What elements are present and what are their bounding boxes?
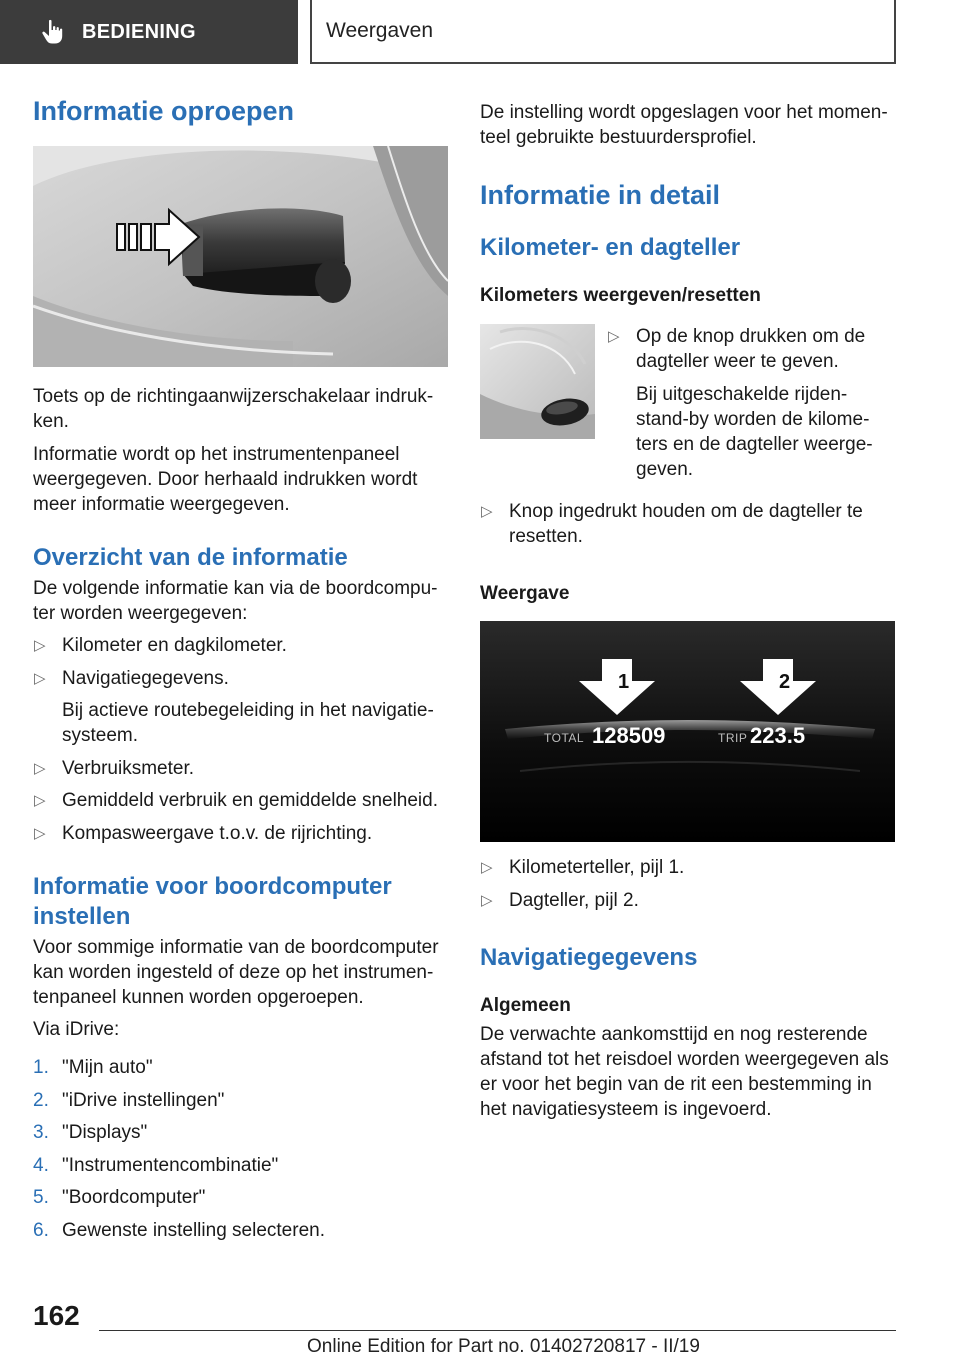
paragraph-informatie-wordt: Informatie wordt op het instrumentenpaneel weergegeven. Door herhaald indrukken wordt meer informatie weergegeven.	[33, 443, 418, 515]
heading-kilometers-weergeven: Kilometers weergeven/resetten	[480, 285, 761, 306]
paragraph-via-idrive: Via iDrive:	[33, 1019, 120, 1040]
heading-algemeen: Algemeen	[480, 994, 571, 1016]
instrument-display-image	[480, 621, 895, 842]
list-item-sub: Bij uitgeschakelde rijden-stand-by worden de kilome-ters en de dagteller weerge-geven.	[636, 383, 873, 480]
footer-divider	[99, 1330, 896, 1331]
heading-instellen: Informatie voor boordcomputer instellen	[33, 872, 392, 930]
triangle-bullet-icon: ▷	[34, 637, 46, 654]
list-item: ▷ Navigatiegegevens. Bij actieve routebegeleiding in het navigatie-systeem.	[33, 666, 448, 749]
triangle-bullet-icon: ▷	[481, 859, 493, 876]
heading-navigatiegegevens: Navigatiegegevens	[480, 943, 698, 971]
list-item: ▷ Knop ingedrukt houden om de dagteller te resetten.	[481, 501, 863, 547]
step-item: 2. "iDrive instellingen"	[33, 1089, 225, 1111]
heading-informatie-oproepen: Informatie oproepen	[33, 96, 295, 126]
paragraph-toets: Toets op de richtingaanwijzerschakelaar indruk-ken.	[33, 386, 434, 432]
info-list	[33, 633, 448, 846]
step-item: 5. "Boordcomputer"	[33, 1187, 206, 1208]
trip-button-image	[480, 324, 595, 439]
triangle-bullet-icon: ▷	[34, 669, 46, 687]
step-item: 4. "Instrumentencombinatie"	[33, 1154, 279, 1176]
heading-overzicht: Overzicht van de informatie	[33, 543, 348, 571]
edition-text: Online Edition for Part no. 01402720817 - II/19	[307, 1336, 700, 1357]
total-label: TOTAL	[544, 731, 585, 745]
right-column	[480, 96, 896, 1122]
paragraph-voor-sommige: Voor sommige informatie van de boordcomputer kan worden ingesteld of deze op het instrumen-tenpaneel kunnen worden opgeroepen.	[33, 936, 439, 1008]
arrow-label-2: 2	[779, 671, 791, 693]
list-item: ▷ Kompasweergave t.o.v. de rijrichting.	[34, 822, 373, 844]
trip-label: TRIP	[718, 731, 748, 745]
list-item: ▷ Op de knop drukken om de dagteller weer te geven. Bij uitgeschakelde rijden-stand-by worden de kilome-ters en de dagteller weerge-geven.	[607, 324, 896, 482]
button-bullet-list	[607, 324, 896, 482]
triangle-bullet-icon: ▷	[34, 824, 46, 842]
arrow-label-1: 1	[618, 671, 630, 693]
step-item: 1. "Mijn auto"	[33, 1057, 153, 1078]
total-value: 128509	[592, 723, 666, 748]
triangle-bullet-icon: ▷	[481, 503, 493, 520]
turn-signal-lever-image	[33, 146, 448, 367]
heading-weergave: Weergave	[480, 583, 570, 604]
triangle-bullet-icon: ▷	[608, 328, 620, 345]
paragraph-verwachte-aankomsttijd: De verwachte aankomsttijd en nog resterende afstand tot het reisdoel worden weergegeven als er voor het begin van de rit een bestemming in het navigatiesysteem is ingevoerd.	[480, 1023, 889, 1120]
section-tab	[0, 0, 298, 64]
heading-informatie-in-detail: Informatie in detail	[480, 180, 721, 210]
list-item: ▷ Kilometerteller, pijl 1.	[481, 857, 685, 878]
left-column	[33, 96, 448, 1250]
hand-pointer-icon	[40, 19, 66, 45]
list-item: ▷ Dagteller, pijl 2.	[481, 889, 639, 911]
display-bullet-list	[480, 855, 896, 913]
triangle-bullet-icon: ▷	[481, 891, 493, 909]
step-item: 6. Gewenste instelling selecteren.	[33, 1219, 325, 1241]
trip-value: 223.5	[750, 723, 806, 748]
button-instruction-block	[480, 324, 896, 499]
chapter-label: Weergaven	[326, 19, 434, 42]
steps-list	[33, 1055, 448, 1243]
list-item: ▷ Kilometer en dagkilometer.	[34, 635, 287, 656]
triangle-bullet-icon: ▷	[34, 759, 46, 777]
reset-bullet-list	[480, 499, 896, 549]
list-item-sub: Bij actieve routebegeleiding in het navigatie-systeem.	[62, 700, 434, 746]
chapter-bar	[310, 0, 896, 64]
list-item: ▷ Gemiddeld verbruik en gemiddelde snelheid.	[34, 790, 439, 811]
page-number: 162	[33, 1300, 80, 1331]
section-label: BEDIENING	[82, 20, 196, 43]
paragraph-instelling-opgeslagen: De instelling wordt opgeslagen voor het momen-teel gebruikte bestuurdersprofiel.	[480, 102, 888, 148]
list-item: ▷ Verbruiksmeter.	[34, 757, 194, 779]
triangle-bullet-icon: ▷	[34, 792, 46, 809]
heading-kilometer-dagteller: Kilometer- en dagteller	[480, 234, 741, 261]
paragraph-volgende-informatie: De volgende informatie kan via de boordcompu-ter worden weergegeven:	[33, 577, 438, 624]
step-item: 3. "Displays"	[33, 1122, 148, 1143]
